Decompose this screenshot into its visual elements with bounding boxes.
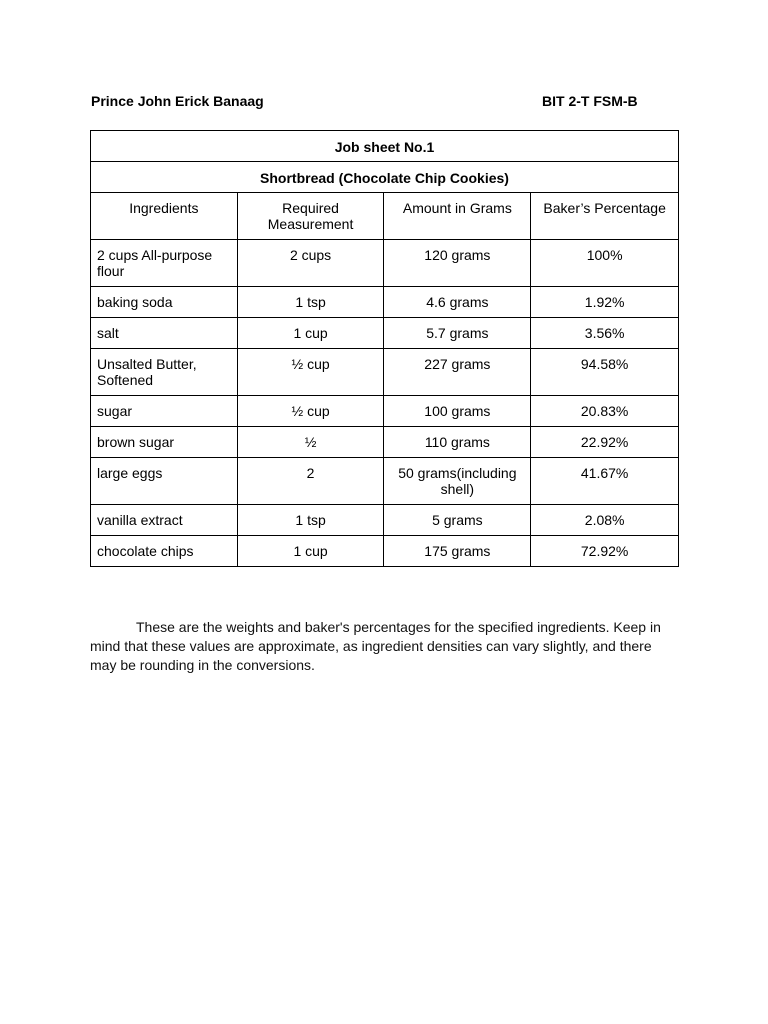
note-paragraph: These are the weights and baker's percentages for the specified ingredients. Keep in mind that these values are approximate, as ingredient densities can vary slightly, and there may be rounding in the conversions. [90, 619, 661, 673]
ingredient-cell: large eggs [91, 458, 238, 505]
percentage-cell: 94.58% [531, 349, 679, 396]
grams-cell: 4.6 grams [384, 287, 531, 318]
student-name: Prince John Erick Banaag [91, 93, 264, 109]
ingredient-cell: baking soda [91, 287, 238, 318]
column-header-required-measurement: Required Measurement [237, 193, 384, 240]
class-section: BIT 2-T FSM-B [542, 93, 638, 109]
table-header-row [91, 193, 679, 240]
grams-cell: 5.7 grams [384, 318, 531, 349]
percentage-cell: 41.67% [531, 458, 679, 505]
measurement-cell: 2 [237, 458, 384, 505]
ingredient-cell: sugar [91, 396, 238, 427]
table-row [91, 287, 679, 318]
ingredient-cell: vanilla extract [91, 505, 238, 536]
table-row [91, 505, 679, 536]
column-header-ingredients: Ingredients [91, 193, 238, 240]
table-row [91, 427, 679, 458]
percentage-cell: 20.83% [531, 396, 679, 427]
grams-cell: 50 grams(including shell) [384, 458, 531, 505]
grams-cell: 110 grams [384, 427, 531, 458]
measurement-cell: ½ [237, 427, 384, 458]
grams-cell: 5 grams [384, 505, 531, 536]
table-subtitle-row [91, 162, 679, 193]
table-title-row [91, 131, 679, 162]
measurement-cell: ½ cup [237, 396, 384, 427]
percentage-cell: 100% [531, 240, 679, 287]
table-row [91, 458, 679, 505]
column-header-amount-in-grams: Amount in Grams [384, 193, 531, 240]
grams-cell: 227 grams [384, 349, 531, 396]
ingredient-cell: Unsalted Butter, Softened [91, 349, 238, 396]
percentage-cell: 2.08% [531, 505, 679, 536]
table-row [91, 240, 679, 287]
grams-cell: 100 grams [384, 396, 531, 427]
table-row [91, 396, 679, 427]
measurement-cell: 1 tsp [237, 505, 384, 536]
ingredient-cell: brown sugar [91, 427, 238, 458]
measurement-cell: 2 cups [237, 240, 384, 287]
table-title: Job sheet No.1 [91, 131, 679, 162]
measurement-cell: 1 cup [237, 536, 384, 567]
table-row [91, 318, 679, 349]
percentage-cell: 72.92% [531, 536, 679, 567]
table-subtitle: Shortbread (Chocolate Chip Cookies) [91, 162, 679, 193]
job-sheet-table [90, 130, 679, 567]
grams-cell: 120 grams [384, 240, 531, 287]
percentage-cell: 3.56% [531, 318, 679, 349]
measurement-cell: 1 tsp [237, 287, 384, 318]
table-row [91, 536, 679, 567]
percentage-cell: 22.92% [531, 427, 679, 458]
grams-cell: 175 grams [384, 536, 531, 567]
percentage-cell: 1.92% [531, 287, 679, 318]
measurement-cell: 1 cup [237, 318, 384, 349]
ingredient-cell: chocolate chips [91, 536, 238, 567]
table-row [91, 349, 679, 396]
ingredient-cell: salt [91, 318, 238, 349]
ingredient-cell: 2 cups All-purpose flour [91, 240, 238, 287]
measurement-cell: ½ cup [237, 349, 384, 396]
column-header-bakers-percentage: Baker’s Percentage [531, 193, 679, 240]
